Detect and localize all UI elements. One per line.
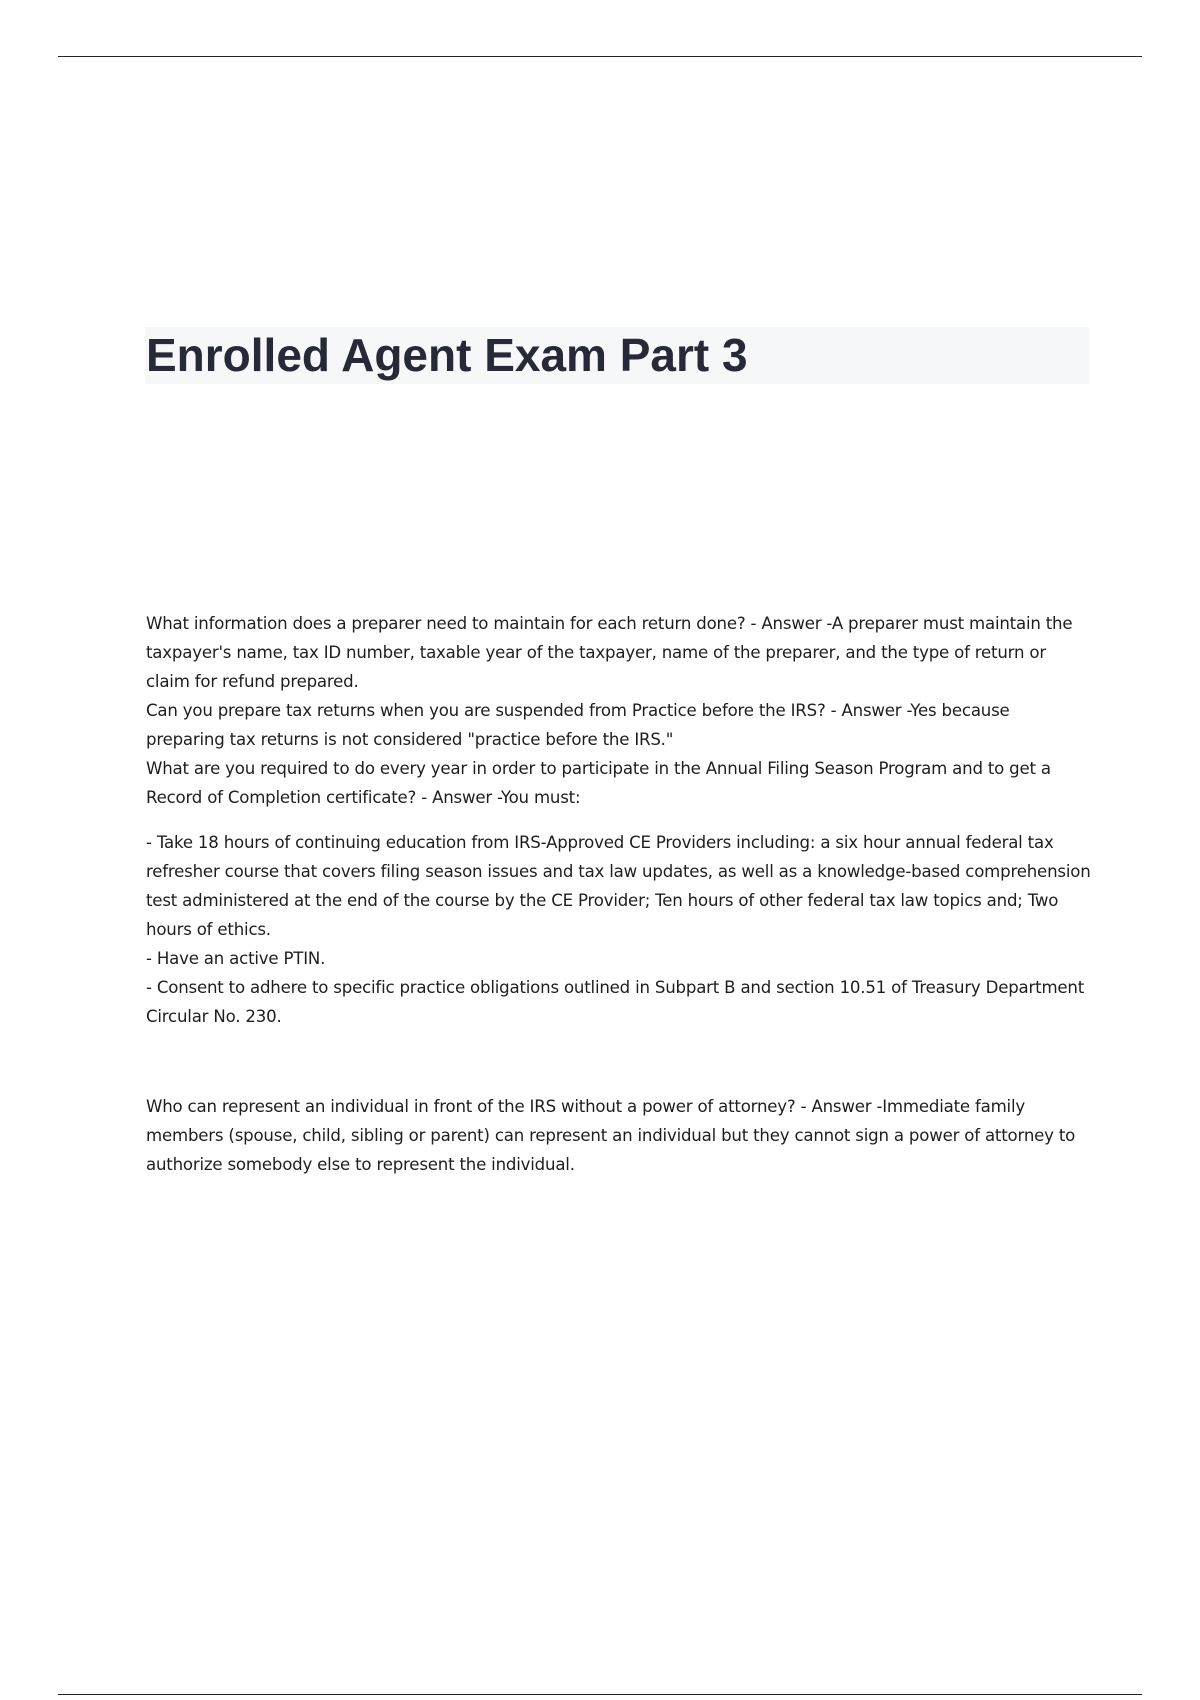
top-rule [58, 56, 1142, 57]
document-title: Enrolled Agent Exam Part 3 [146, 329, 748, 381]
qa-item: What are you required to do every year in order to participate in the Annual Filing Season Program and to get a Record of Completion certificate? - Answer -You must: [146, 759, 1051, 807]
qa-bullet: - Consent to adhere to specific practice obligations outlined in Subpart B and section 10.51 of Treasury Department Circular No. 230. [146, 978, 1085, 1026]
bottom-rule [58, 1694, 1142, 1695]
qa-item: What information does a preparer need to maintain for each return done? - Answer -A preparer must maintain the taxpayer's name, tax ID number, taxable year of the taxpayer, name of the preparer, and the type of return or claim for refund prepared. [146, 614, 1073, 691]
qa-content [146, 609, 1091, 1179]
qa-item: Can you prepare tax returns when you are suspended from Practice before the IRS? - Answer -Yes because preparing tax returns is not considered "practice before the IRS." [146, 701, 1010, 749]
qa-bullet: - Have an active PTIN. [146, 949, 326, 968]
qa-bullet: - Take 18 hours of continuing education from IRS-Approved CE Providers including: a six hour annual federal tax refresher course that covers filing season issues and tax law updates, as well as a knowledge-based comprehension test administered at the end of the course by the CE Provider; Ten hours of other federal tax law topics and; Two hours of ethics. [146, 833, 1091, 939]
qa-item: Who can represent an individual in front of the IRS without a power of attorney? - Answer -Immediate family members (spouse, child, sibling or parent) can represent an individual but they cannot sign a power of attorney to authorize somebody else to represent the individual. [146, 1097, 1076, 1174]
